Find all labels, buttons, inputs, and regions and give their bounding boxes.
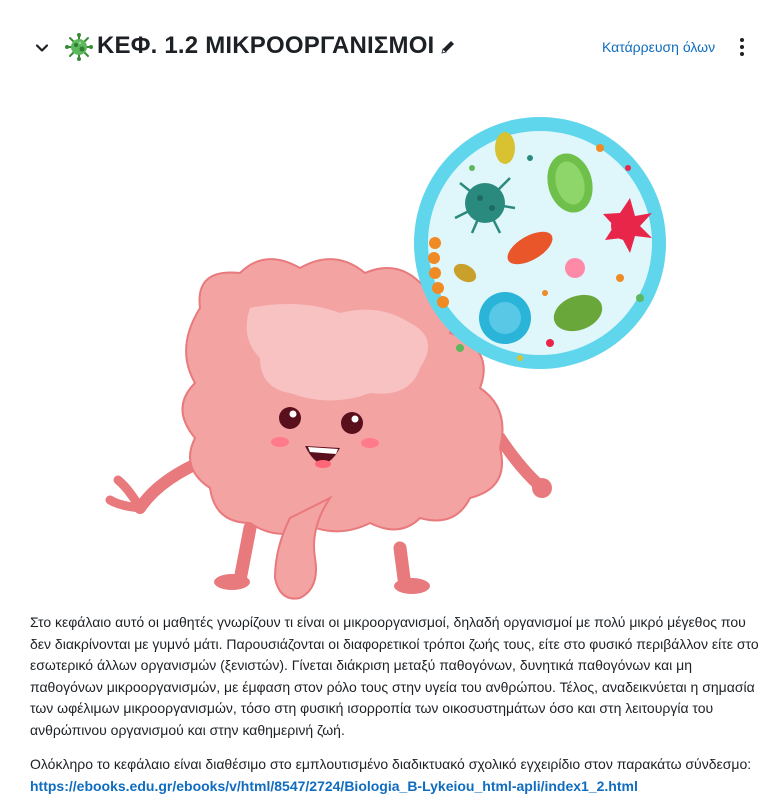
intestine-illustration	[100, 108, 680, 602]
ebook-link[interactable]: https://ebooks.edu.gr/ebooks/v/html/8547/2724/Biologia_B-Lykeiou_html-apli/index1_2.html	[30, 777, 638, 794]
section-header	[0, 26, 775, 70]
kebab-menu-icon[interactable]	[734, 36, 750, 58]
availability-paragraph	[30, 754, 760, 797]
chevron-down-icon[interactable]	[30, 36, 54, 60]
availability-text: Ολόκληρο το κεφάλαιο είναι διαθέσιμο στο εμπλουτισμένο διαδικτυακό σχολικό εγχειρίδιο στον παρακάτω σύνδεσμο:	[30, 756, 752, 772]
pencil-icon[interactable]	[439, 38, 457, 56]
section-description: Στο κεφάλαιο αυτό οι μαθητές γνωρίζουν τι είναι οι μικροοργανισμοί, δηλαδή οργανισμοί με πολύ μικρό μέγεθος που δεν διακρίνονται με γυμνό μάτι. Παρουσιάζονται οι διαφορετικοί τρόποι ζωής τους, είτε στο φυσικό περιβάλλον είτε στο εσωτερικό άλλων οργανισμών (ξενιστών). Γίνεται διάκριση μεταξύ παθογόνων, δυνητικά παθογόνων και μη παθογόνων μικροοργανισμών, με έμφαση στον ρόλο τους στην υγεία του ανθρώπου. Τέλος, αναδεικνύεται η σημασία των ωφέλιμων μικροοργανισμών, τόσο στη φυσική ισορροπία των οικοσυστημάτων όσο και στη λειτουργία του ανθρώπινου οργανισμού και στην καθημερινή ζωή.	[30, 614, 759, 738]
microbe-icon	[64, 32, 94, 62]
section-title: ΚΕΦ. 1.2 ΜΙΚΡΟΟΡΓΑΝΙΣΜΟΙ	[97, 32, 435, 59]
collapse-all-link[interactable]: Κατάρρευση όλων	[602, 39, 716, 55]
